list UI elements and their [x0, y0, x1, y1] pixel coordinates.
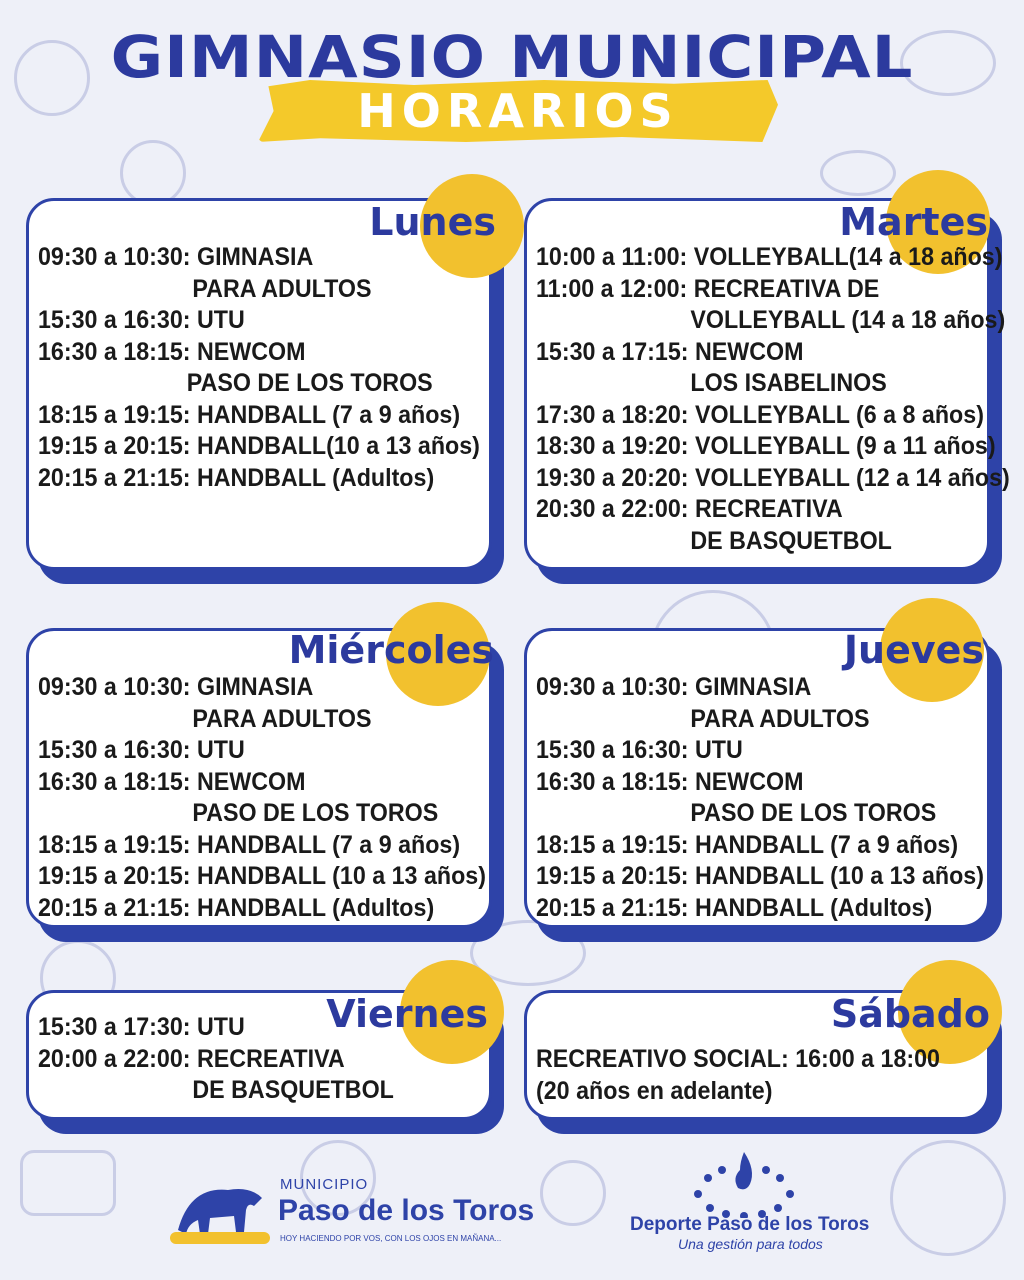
- schedule-row: 19:15 a 20:15: HANDBALL (10 a 13 años): [38, 862, 486, 890]
- card-lunes: [26, 198, 496, 570]
- schedule-row: 16:30 a 18:15: NEWCOM: [38, 767, 306, 796]
- schedule-list: [38, 242, 484, 494]
- schedule-row: 15:30 a 16:30: UTU: [536, 736, 743, 764]
- schedule-row: PASO DE LOS TOROS: [690, 799, 937, 827]
- schedule-row: 15:30 a 17:30: UTU: [38, 1013, 245, 1041]
- schedule-row: 18:15 a 19:15: HANDBALL (7 a 9 años): [38, 830, 461, 859]
- day-title-lunes: Lunes: [369, 200, 496, 244]
- card-viernes: [26, 990, 492, 1120]
- schedule-row: 18:15 a 19:15: HANDBALL (7 a 9 años): [38, 400, 461, 429]
- schedule-row: 19:15 a 20:15: HANDBALL(10 a 13 años): [38, 432, 480, 460]
- flame-dots-icon: [684, 1148, 804, 1218]
- schedule-row: DE BASQUETBOL: [192, 1076, 394, 1104]
- deporte-slogan: Una gestión para todos: [678, 1236, 823, 1252]
- schedule-list: [38, 1012, 484, 1107]
- schedule-row: 09:30 a 10:30: GIMNASIA: [38, 243, 314, 271]
- schedule-list: [536, 672, 982, 924]
- page-subtitle: HORARIOS: [357, 84, 679, 138]
- schedule-row: 09:30 a 10:30: GIMNASIA: [536, 673, 812, 701]
- schedule-row: 15:30 a 16:30: UTU: [38, 736, 245, 764]
- day-title-miercoles: Miércoles: [288, 628, 494, 672]
- schedule-row: LOS ISABELINOS: [690, 369, 887, 397]
- page-title: GIMNASIO MUNICIPAL: [110, 24, 914, 92]
- municipio-label: MUNICIPIO: [280, 1176, 369, 1193]
- card-sabado: [524, 990, 990, 1120]
- day-title-sabado: Sábado: [830, 992, 990, 1036]
- municipio-slogan: HOY HACIENDO POR VOS, CON LOS OJOS EN MAÑANA...: [280, 1234, 502, 1243]
- schedule-row: 10:00 a 11:00: VOLLEYBALL(14 a 18 años): [536, 243, 1003, 271]
- schedule-row: PASO DE LOS TOROS: [192, 799, 439, 827]
- deporte-name: Deporte Paso de los Toros: [630, 1214, 870, 1235]
- schedule-row: 09:30 a 10:30: GIMNASIA: [38, 673, 314, 701]
- schedule-row: PARA ADULTOS: [690, 704, 870, 733]
- schedule-row: 20:15 a 21:15: HANDBALL (Adultos): [536, 893, 933, 922]
- schedule-row: 20:15 a 21:15: HANDBALL (Adultos): [38, 893, 435, 922]
- day-title-jueves: Jueves: [843, 628, 984, 672]
- schedule-row: 15:30 a 17:15: NEWCOM: [536, 337, 804, 366]
- schedule-row: 15:30 a 16:30: UTU: [38, 306, 245, 334]
- schedule-list: [536, 242, 1010, 557]
- card-jueves: [524, 628, 990, 928]
- schedule-list: [38, 672, 484, 924]
- card-martes: [524, 198, 1010, 570]
- schedule-list: [536, 1044, 982, 1107]
- day-title-viernes: Viernes: [326, 992, 488, 1036]
- schedule-row: PARA ADULTOS: [192, 274, 372, 303]
- card-miercoles: [26, 628, 492, 928]
- schedule-row: VOLLEYBALL (14 a 18 años): [690, 306, 1006, 334]
- municipio-name: Paso de los Toros: [278, 1194, 535, 1227]
- deporte-logo: [624, 1148, 870, 1258]
- schedule-row: 19:15 a 20:15: HANDBALL (10 a 13 años): [536, 862, 984, 890]
- municipio-logo: [170, 1172, 535, 1252]
- schedule-row: 17:30 a 18:20: VOLLEYBALL (6 a 8 años): [536, 400, 984, 429]
- schedule-row: 16:30 a 18:15: NEWCOM: [536, 767, 804, 796]
- schedule-row: PASO DE LOS TOROS: [186, 369, 433, 397]
- schedule-row: 20:00 a 22:00: RECREATIVA: [38, 1044, 345, 1073]
- schedule-row: 18:15 a 19:15: HANDBALL (7 a 9 años): [536, 830, 959, 859]
- schedule-row: (20 años en adelante): [536, 1076, 773, 1105]
- schedule-row: 16:30 a 18:15: NEWCOM: [38, 337, 306, 366]
- day-title-martes: Martes: [839, 200, 988, 244]
- schedule-row: PARA ADULTOS: [192, 704, 372, 733]
- schedule-row: 20:30 a 22:00: RECREATIVA: [536, 495, 843, 523]
- schedule-row: 20:15 a 21:15: HANDBALL (Adultos): [38, 463, 435, 492]
- bull-icon: [170, 1176, 270, 1246]
- schedule-row: 11:00 a 12:00: RECREATIVA DE: [536, 274, 880, 303]
- schedule-row: RECREATIVO SOCIAL: 16:00 a 18:00: [536, 1045, 940, 1073]
- schedule-row: 18:30 a 19:20: VOLLEYBALL (9 a 11 años): [536, 432, 996, 460]
- schedule-row: DE BASQUETBOL: [690, 526, 892, 555]
- schedule-row: 19:30 a 20:20: VOLLEYBALL (12 a 14 años): [536, 463, 1010, 492]
